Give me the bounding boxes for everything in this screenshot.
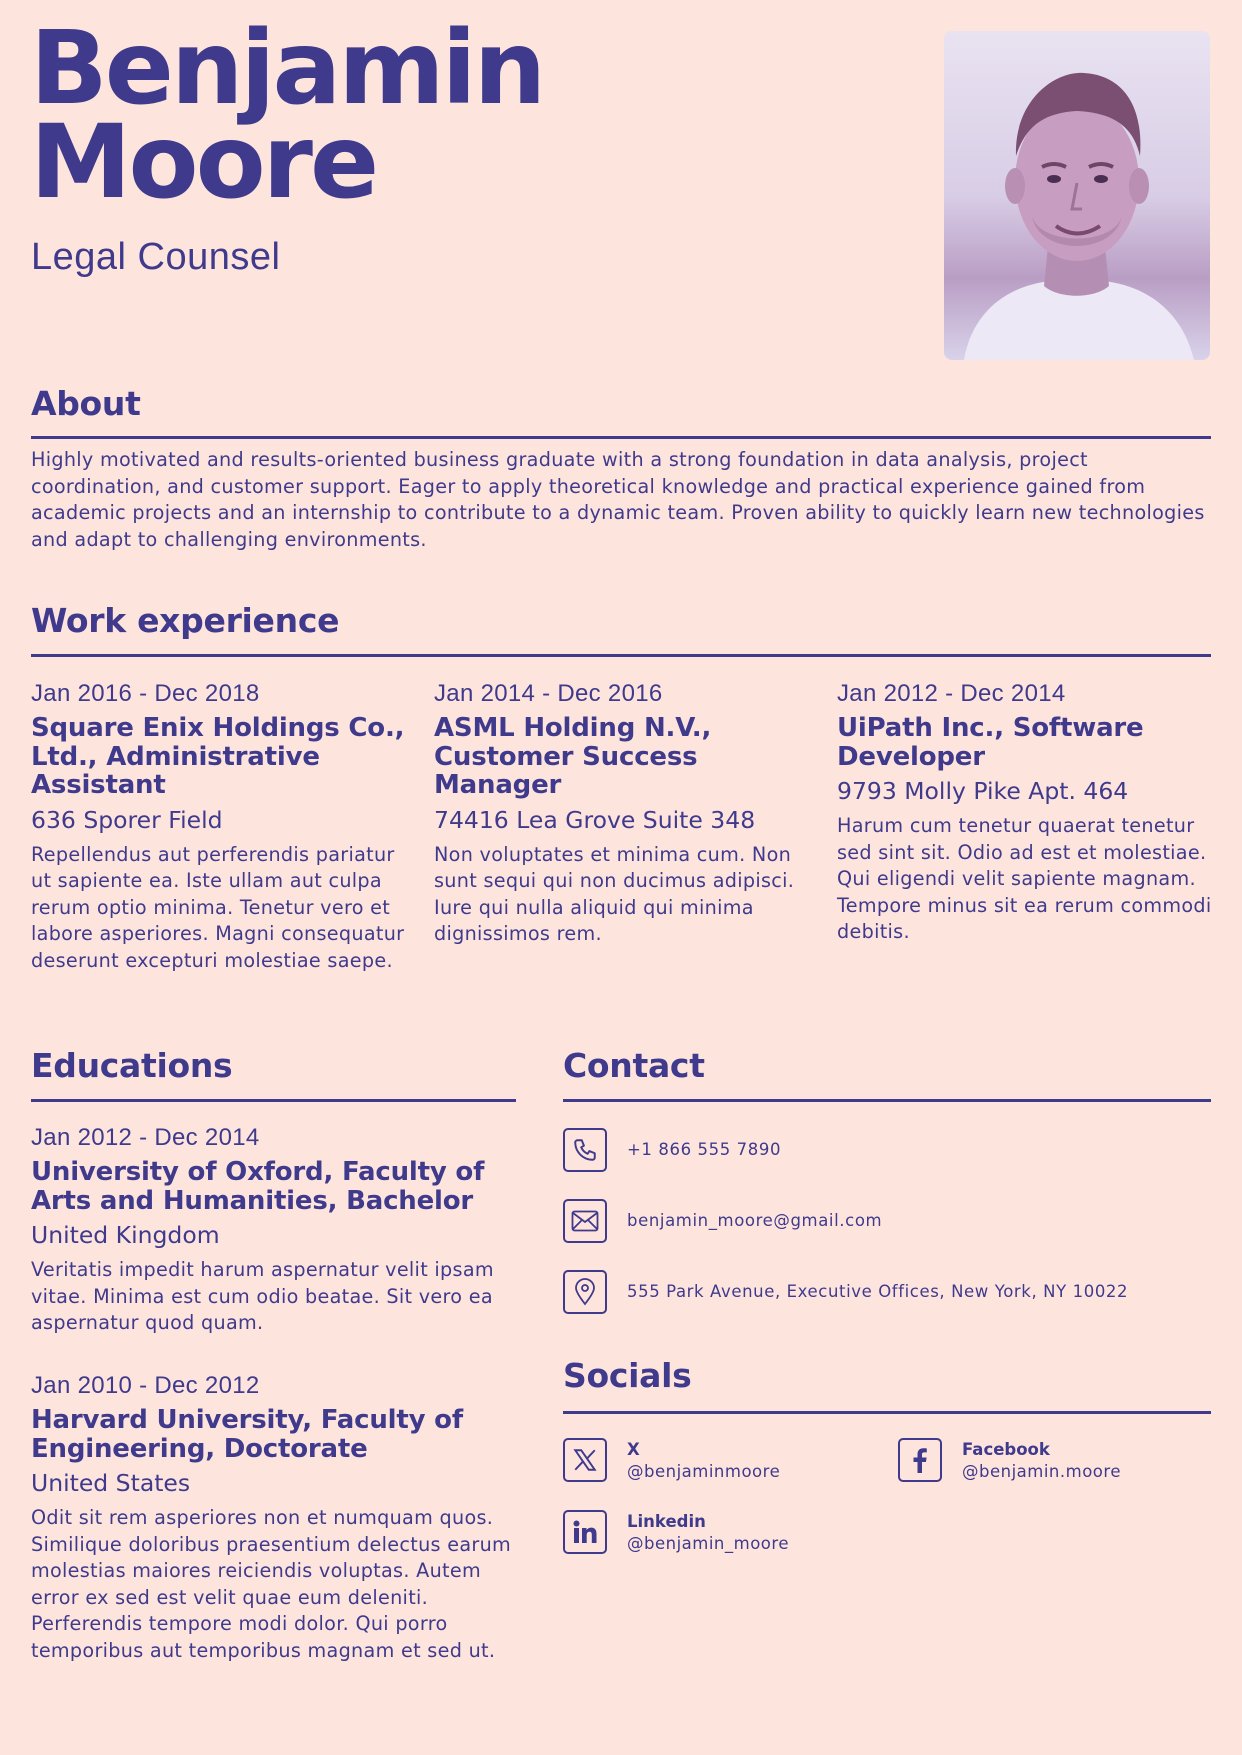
- work-description: Harum cum tenetur quaerat tenetur sed sint sit. Odio ad est et molestiae. Qui eligendi velit sapiente magnam. Tempore minus sit ea rerum commodi debitis.: [837, 814, 1212, 943]
- phone-text: +1 866 555 7890: [627, 1140, 782, 1159]
- contact-phone[interactable]: [563, 1128, 1223, 1176]
- work-period: Jan 2014 - Dec 2016: [434, 680, 663, 707]
- email-text: benjamin_moore@gmail.com: [627, 1211, 883, 1230]
- about-divider: [31, 436, 1211, 439]
- education-title: University of Oxford, Faculty of Arts and Humanities, Bachelor: [31, 1157, 485, 1216]
- mail-icon: [563, 1199, 607, 1243]
- about-heading: About: [31, 384, 141, 423]
- work-period: Jan 2016 - Dec 2018: [31, 680, 260, 707]
- socials-divider: [563, 1411, 1211, 1414]
- work-location: 74416 Lea Grove Suite 348: [434, 805, 756, 834]
- work-period: Jan 2012 - Dec 2014: [837, 680, 1066, 707]
- x-icon: [563, 1438, 607, 1482]
- work-description: Repellendus aut perferendis pariatur ut sapiente ea. Iste ullam aut culpa rerum optio minima. Tenetur vero et labore asperiores. Magni consequatur deserunt excepturi molestiae saepe.: [31, 842, 405, 972]
- work-item: [837, 680, 1215, 946]
- work-title: UiPath Inc., Software Developer: [837, 713, 1144, 772]
- profile-photo: [944, 31, 1210, 360]
- work-item: [31, 680, 411, 974]
- education-divider: [31, 1099, 516, 1102]
- social-label: Linkedin: [627, 1512, 706, 1531]
- portrait-illustration: [944, 31, 1210, 360]
- work-item: [434, 680, 814, 948]
- contact-heading: Contact: [563, 1046, 705, 1085]
- work-location: 636 Sporer Field: [31, 805, 223, 834]
- contact-email[interactable]: [563, 1199, 1223, 1247]
- work-heading: Work experience: [31, 601, 340, 640]
- work-title: Square Enix Holdings Co., Ltd., Administrative Assistant: [31, 713, 405, 800]
- social-linkedin[interactable]: [563, 1510, 863, 1560]
- social-label: X: [627, 1440, 640, 1459]
- work-location: 9793 Molly Pike Apt. 464: [837, 777, 1129, 805]
- social-x[interactable]: [563, 1438, 863, 1488]
- full-name: [30, 9, 544, 222]
- social-handle: @benjamin.moore: [962, 1462, 1121, 1481]
- phone-icon: [563, 1128, 607, 1172]
- socials-heading: Socials: [563, 1356, 692, 1395]
- address-text: 555 Park Avenue, Executive Offices, New York, NY 10022: [627, 1282, 1129, 1301]
- work-description: Non voluptates et minima cum. Non sunt sequi qui non ducimus adipisci. Iure qui nulla aliquid qui minima dignissimos rem.: [434, 842, 795, 945]
- social-label: Facebook: [962, 1440, 1050, 1459]
- education-period: Jan 2010 - Dec 2012: [31, 1372, 260, 1399]
- linkedin-icon: [563, 1510, 607, 1554]
- location-pin-icon: [563, 1270, 607, 1314]
- social-handle: @benjaminmoore: [627, 1462, 781, 1481]
- job-title: Legal Counsel: [31, 236, 281, 278]
- education-item: [31, 1124, 521, 1337]
- work-divider: [31, 654, 1211, 657]
- about-text: Highly motivated and results-oriented business graduate with a strong foundation in data analysis, project coordination, and customer support. Eager to apply theoretical knowledge and practical experience gained from academic projects and an internship to contribute to a dynamic team. Proven ability to quickly learn new technologies and adapt to challenging environments.: [31, 448, 1205, 551]
- social-facebook[interactable]: [898, 1438, 1198, 1488]
- education-location: United Kingdom: [31, 1221, 220, 1249]
- contact-address[interactable]: [563, 1270, 1223, 1318]
- contact-divider: [563, 1099, 1211, 1102]
- education-description: Odit sit rem asperiores non et numquam quos. Similique doloribus praesentium delectus earum molestias maiores reiciendis voluptas. Autem error ex sed est velit quae eum deleniti. Perferendis tempore modi dolor. Qui porro temporibus aut temporibus magnam et sed ut.: [31, 1506, 512, 1662]
- first-name: Benjamin: [30, 9, 544, 128]
- education-heading: Educations: [31, 1046, 233, 1085]
- social-handle: @benjamin_moore: [627, 1534, 789, 1553]
- work-title: ASML Holding N.V., Customer Success Manager: [434, 713, 712, 800]
- education-description: Veritatis impedit harum aspernatur velit ipsam vitae. Minima est cum odio beatae. Sit vero ea aspernatur quod quam.: [31, 1258, 494, 1334]
- last-name: Moore: [30, 103, 377, 222]
- facebook-icon: [898, 1438, 942, 1482]
- education-title: Harvard University, Faculty of Engineering, Doctorate: [31, 1405, 463, 1464]
- education-location: United States: [31, 1469, 191, 1497]
- education-period: Jan 2012 - Dec 2014: [31, 1124, 260, 1151]
- education-item: [31, 1372, 521, 1664]
